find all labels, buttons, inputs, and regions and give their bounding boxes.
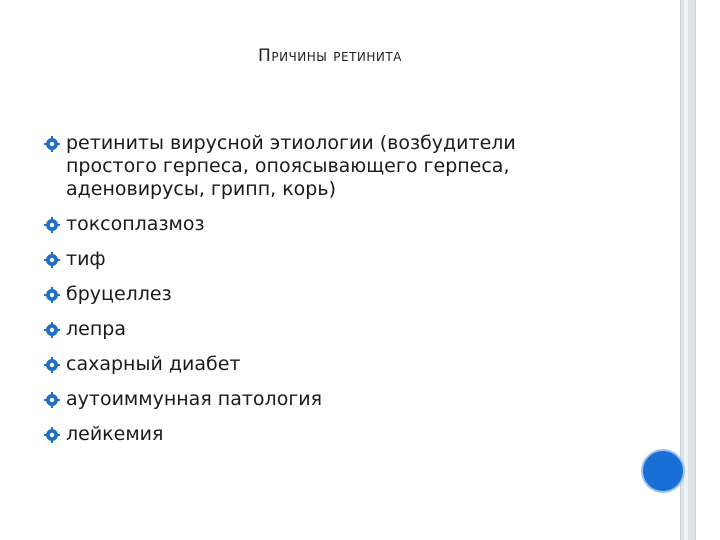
side-decor-bar-inner xyxy=(684,0,688,540)
gear-icon xyxy=(44,427,60,443)
gear-icon xyxy=(44,357,60,373)
list-item xyxy=(44,283,544,306)
gear-icon xyxy=(44,136,60,152)
bullet-text: ретиниты вирусной этиологии (возбудители простого герпеса, опоясывающего герпеса, аденовирусы, грипп, корь) xyxy=(66,132,516,200)
list-item xyxy=(44,423,544,446)
list-item xyxy=(44,248,544,271)
list-item xyxy=(44,318,544,341)
gear-icon xyxy=(44,392,60,408)
decorative-circle xyxy=(641,449,685,493)
slide-title: Причины ретинита xyxy=(258,46,402,66)
gear-icon xyxy=(44,322,60,338)
gear-icon xyxy=(44,287,60,303)
bullet-text: бруцеллез xyxy=(66,283,172,305)
bullet-text: лепра xyxy=(66,318,126,340)
bullet-text: тиф xyxy=(66,248,106,270)
side-decor-bar xyxy=(680,0,696,540)
bullet-text: лейкемия xyxy=(66,423,164,445)
gear-icon xyxy=(44,252,60,268)
list-item xyxy=(44,213,544,236)
list-item xyxy=(44,388,544,411)
gear-icon xyxy=(44,217,60,233)
bullet-text: токсоплазмоз xyxy=(66,213,205,235)
list-item xyxy=(44,353,544,376)
bullet-list xyxy=(44,132,544,458)
bullet-text: сахарный диабет xyxy=(66,353,241,375)
bullet-text: аутоиммунная патология xyxy=(66,388,323,410)
list-item xyxy=(44,132,544,201)
